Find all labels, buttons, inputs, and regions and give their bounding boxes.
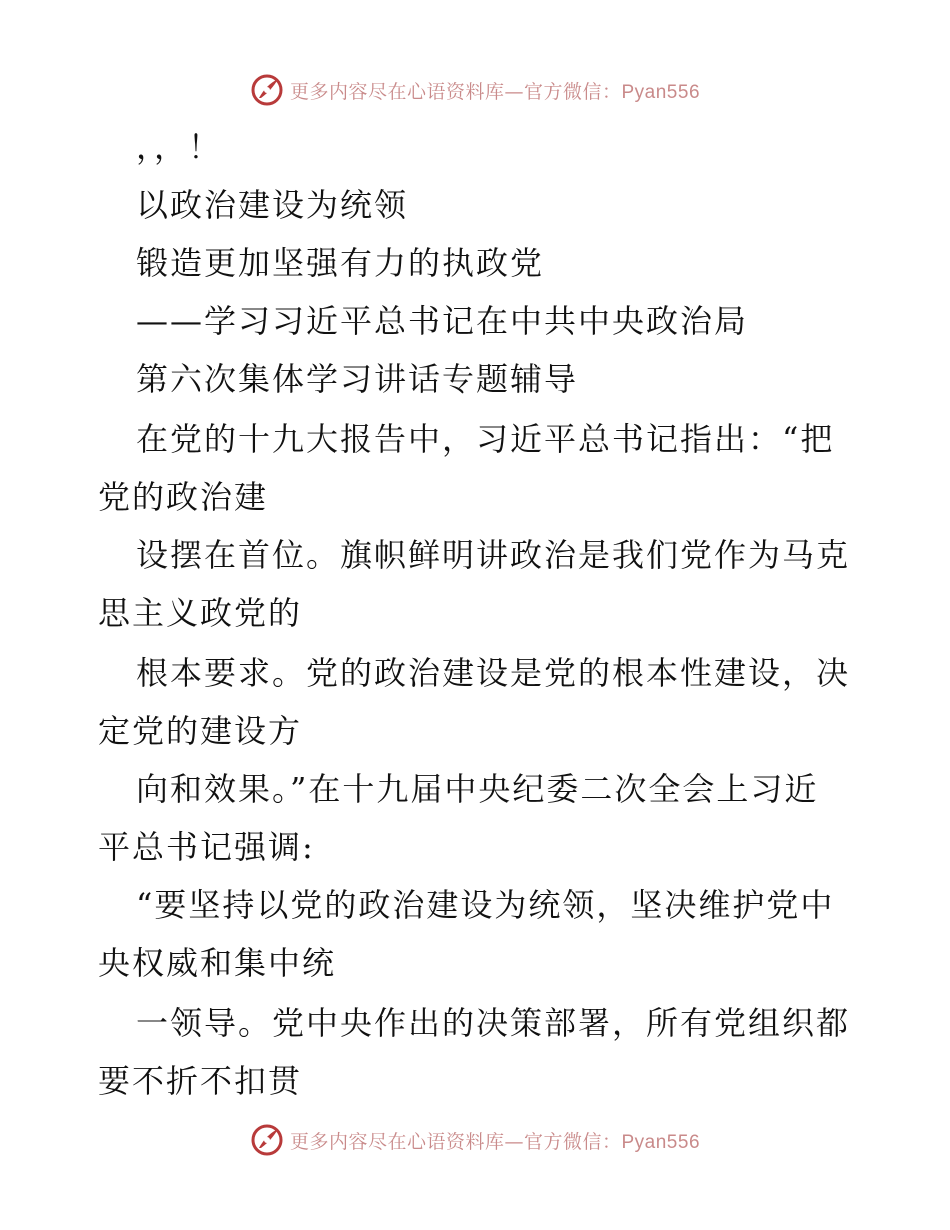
footer-watermark bbox=[0, 1120, 950, 1160]
watermark-text: 更多内容尽在心语资料库—官方微信：Pyan556 bbox=[289, 80, 701, 103]
header-watermark bbox=[0, 70, 950, 110]
text-line: ，，！ bbox=[136, 128, 223, 166]
text-line: 向和效果。”在十九届中央纪委二次全会上习近 bbox=[136, 770, 819, 808]
text-line: 设摆在首位。旗帜鲜明讲政治是我们党作为马克 bbox=[136, 536, 851, 574]
feather-pen-icon bbox=[250, 73, 284, 107]
text-line: 根本要求。党的政治建设是党的根本性建设，决 bbox=[136, 654, 851, 692]
doc-title: 以政治建设为统领 bbox=[136, 186, 409, 224]
text-line: 一领导。党中央作出的决策部署，所有党组织都 bbox=[136, 1004, 851, 1042]
watermark-text: 更多内容尽在心语资料库—官方微信：Pyan556 bbox=[289, 1130, 701, 1153]
text-line: 在党的十九大报告中，习近平总书记指出：“把 bbox=[136, 420, 835, 458]
text-line: 要不折不扣贯 bbox=[98, 1062, 303, 1100]
text-line: 定党的建设方 bbox=[98, 712, 303, 750]
text-line: “要坚持以党的政治建设为统领，坚决维护党中 bbox=[136, 886, 835, 924]
doc-subtitle: ——学习习近平总书记在中共中央政治局 bbox=[136, 302, 749, 340]
doc-subtitle: 第六次集体学习讲话专题辅导 bbox=[136, 360, 579, 398]
text-line: 思主义政党的 bbox=[98, 594, 303, 632]
feather-pen-icon bbox=[250, 1123, 284, 1157]
text-line: 党的政治建 bbox=[98, 478, 269, 516]
text-line: 平总书记强调: bbox=[98, 828, 315, 866]
doc-title: 锻造更加坚强有力的执政党 bbox=[136, 244, 545, 282]
text-line: 央权威和集中统 bbox=[98, 944, 337, 982]
